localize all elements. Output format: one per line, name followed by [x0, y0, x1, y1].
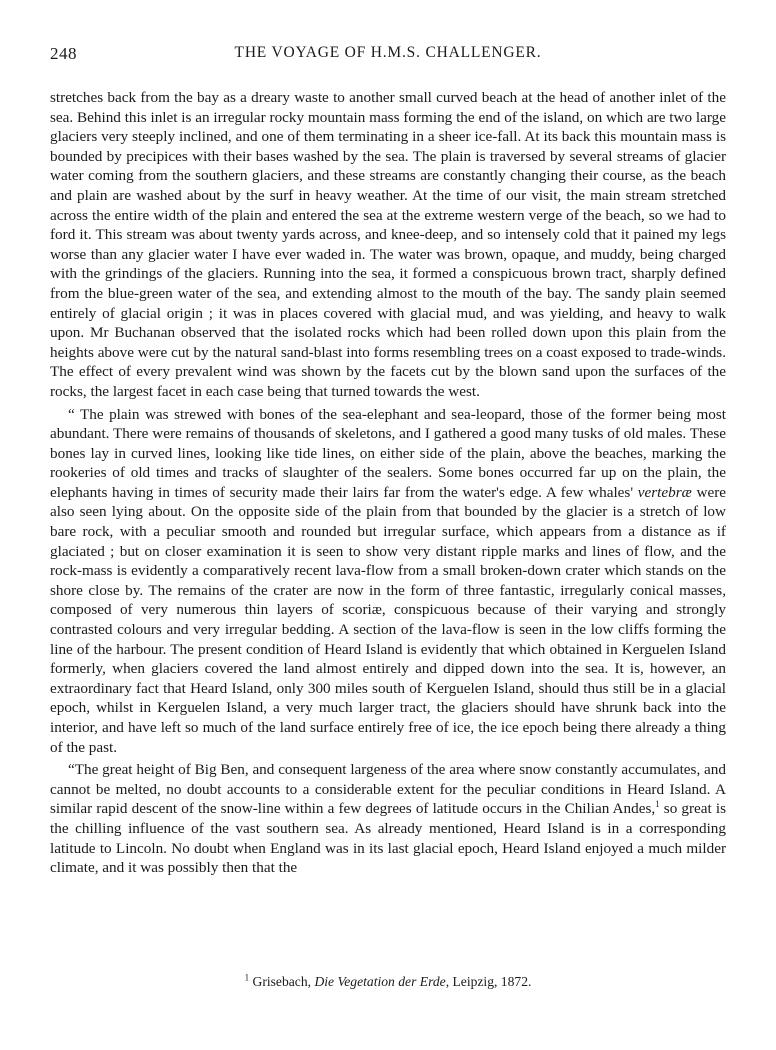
paragraph-3-text-start: “The great height of Big Ben, and consequent largeness of the area where snow constantly accumulates, and cannot be melted, no doubt accounts to a considerable extent for the peculiar conditions in Heard Island. A similar rapid descent of the snow-line within a few degrees of latitude occurs in the Chilian Andes,: [50, 761, 726, 818]
body-text: [50, 88, 726, 878]
paragraph-2-text-end: were also seen lying about. On the opposite side of the plain from that bounded by the glacier is a stretch of low bare rock, with a peculiar smooth and rounded but irregular surface, which appears from a distance as if glaciated ; but on closer examination it is seen to show very distant ripple marks and lines of flow, and the rock-mass is evidently a comparatively recent lava-flow from a small broken-down crater which stands on the shore close by. The remains of the crater are now in the form of three fantastic, irregularly conical masses, composed of very numerous thin layers of scoriæ, conspicuous because of their varying and strongly contrasted colours and very irregular bedding. A section of the lava-flow is seen in the low cliffs forming the line of the harbour. The present condition of Heard Island is evidently that which obtained in Kerguelen Island formerly, when glaciers covered the land almost entirely and dipped down into the sea. It is, however, an extraordinary fact that Heard Island, only 300 miles south of Kerguelen Island, should thus still be in a glacial epoch, whilst in Kerguelen Island, a very much larger tract, the glaciers should have shrunk back into the interior, and have left so much of the land surface entirely free of ice, the ice epoch being there already a thing of the past.: [50, 483, 727, 756]
page-number: 248: [50, 44, 77, 63]
footnote-author: Grisebach,: [252, 974, 312, 989]
paragraph-3: [50, 760, 726, 878]
running-head: [50, 44, 726, 66]
paragraph-1: [50, 88, 726, 402]
paragraph-2-italic-term: vertebræ: [637, 483, 692, 501]
footnote-reference[interactable]: 1: [655, 799, 660, 810]
paragraph-2: [50, 405, 726, 758]
running-title: THE VOYAGE OF H.M.S. CHALLENGER.: [234, 44, 542, 61]
footnote-rest: , Leipzig, 1872.: [445, 974, 532, 989]
footnote-marker: 1: [244, 972, 250, 983]
footnote: [50, 974, 726, 990]
paragraph-2-text-start: “ The plain was strewed with bones of the sea-elephant and sea-leopard, those of the former being most abundant. There were remains of thousands of skeletons, and I gathered a good many tusks of old males. These bones lay in curved lines, looking like tide lines, on either side of the plain, above the beaches, marking the rookeries of old times and tracks of slaughter of the sealers. Some bones occurred far up on the plain, the elephants having in times of security made their lairs far from the water's edge. A few whales': [50, 405, 726, 501]
paragraph-1-text: stretches back from the bay as a dreary waste to another small curved beach at the head of another inlet of the sea. Behind this inlet is an irregular rocky mountain mass forming the end of the island, on which are two large glaciers very steeply inclined, and one of them terminating in a sheer ice-fall. At its back this mountain mass is bounded by precipices with their bases washed by the sea. The plain is traversed by several streams of glacier water coming from the southern glaciers, and these streams are constantly changing their course, as the beach and plain are washed about by the surf in heavy weather. At the time of our visit, the main stream stretched across the entire width of the plain and entered the sea at the extreme western verge of the beach, so we had to ford it. This stream was about twenty yards across, and knee-deep, and so intensely cold that it pained my legs worse than any glacier water I have ever waded in. The water was brown, opaque, and muddy, being charged with the grindings of the glaciers. Running into the sea, it formed a conspicuous brown tract, sharply defined from the blue-green water of the sea, and extending almost to the mouth of the bay. The sandy plain seemed entirely of glacial origin ; it was in places covered with glacial mud, and was yielding, and heavy to walk upon. Mr Buchanan observed that the isolated rocks which had been rolled down upon this plain from the heights above were cut by the natural sand-blast into forms resembling trees on a coast exposed to trade-winds. The effect of every prevalent wind was shown by the facets cut by the blown sand upon the surfaces of the rocks, the largest facet in each case being that turned towards the west.: [50, 89, 726, 400]
paragraph-3-text-end: so great is the chilling influence of the vast southern sea. As already mentioned, Heard Island is in a corresponding latitude to Lincoln. No doubt when England was in its last glacial epoch, Heard Island enjoyed a much milder climate, and it was possibly then that the: [50, 800, 726, 877]
footnote-title: Die Vegetation der Erde: [314, 974, 446, 989]
